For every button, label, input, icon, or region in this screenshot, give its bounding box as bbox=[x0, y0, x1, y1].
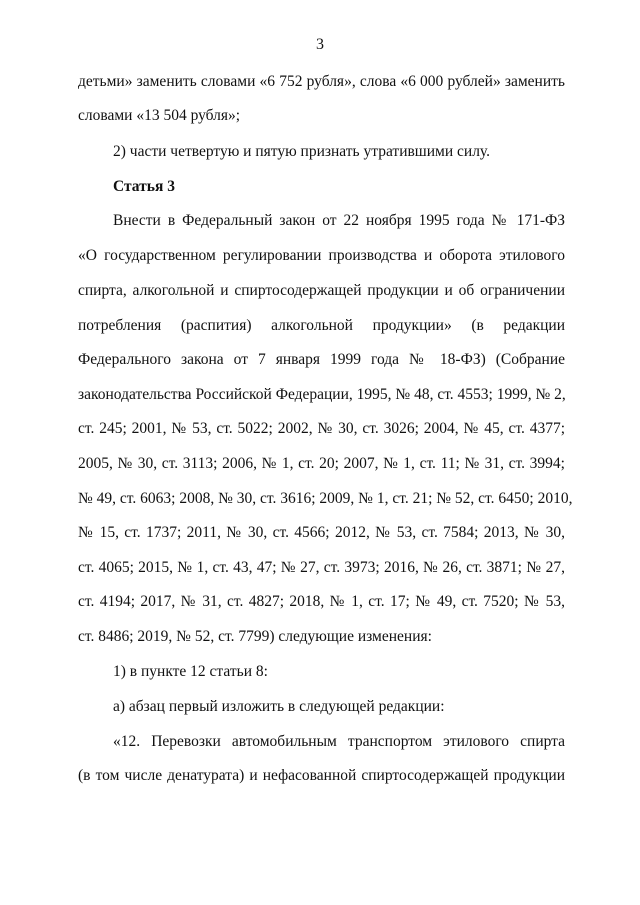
page-number: 3 bbox=[316, 36, 324, 53]
text-line: законодательства Российской Федерации, 1995, № 48, ст. 4553; 1999, № 2, bbox=[78, 386, 566, 403]
text-line: ст. 4065; 2015, № 1, ст. 43, 47; № 27, ст. 3973; 2016, № 26, ст. 3871; № 27, bbox=[78, 559, 565, 576]
text-line: Внести в Федеральный закон от 22 ноября 1995 года № 171-ФЗ bbox=[113, 212, 565, 229]
text-line: «О государственном регулировании производства и оборота этилового bbox=[78, 247, 565, 264]
text-line: 2) части четвертую и пятую признать утратившими силу. bbox=[113, 143, 491, 160]
text-line: 1) в пункте 12 статьи 8: bbox=[113, 663, 268, 680]
article-heading: Статья 3 bbox=[113, 178, 175, 195]
text-line: словами «13 504 рубля»; bbox=[78, 107, 241, 124]
text-line: спирта, алкогольной и спиртосодержащей продукции и об ограничении bbox=[78, 282, 565, 299]
text-line: Федерального закона от 7 января 1999 года № 18-ФЗ) (Собрание bbox=[78, 351, 565, 368]
text-line: ст. 4194; 2017, № 31, ст. 4827; 2018, № 1, ст. 17; № 49, ст. 7520; № 53, bbox=[78, 593, 565, 610]
text-line: «12. Перевозки автомобильным транспортом этилового спирта bbox=[113, 733, 565, 750]
text-line: № 49, ст. 6063; 2008, № 30, ст. 3616; 2009, № 1, ст. 21; № 52, ст. 6450; 2010, bbox=[78, 490, 573, 507]
text-line: ст. 245; 2001, № 53, ст. 5022; 2002, № 30, ст. 3026; 2004, № 45, ст. 4377; bbox=[78, 420, 565, 437]
text-line: а) абзац первый изложить в следующей редакции: bbox=[113, 698, 445, 715]
text-line: (в том числе денатурата) и нефасованной спиртосодержащей продукции bbox=[78, 767, 565, 784]
text-line: № 15, ст. 1737; 2011, № 30, ст. 4566; 2012, № 53, ст. 7584; 2013, № 30, bbox=[78, 524, 565, 541]
text-line: ст. 8486; 2019, № 52, ст. 7799) следующие изменения: bbox=[78, 628, 432, 645]
text-line: детьми» заменить словами «6 752 рубля», слова «6 000 рублей» заменить bbox=[78, 73, 565, 90]
text-line: потребления (распития) алкогольной продукции» (в редакции bbox=[78, 317, 565, 334]
text-line: 2005, № 30, ст. 3113; 2006, № 1, ст. 20; 2007, № 1, ст. 11; № 31, ст. 3994; bbox=[78, 455, 565, 472]
